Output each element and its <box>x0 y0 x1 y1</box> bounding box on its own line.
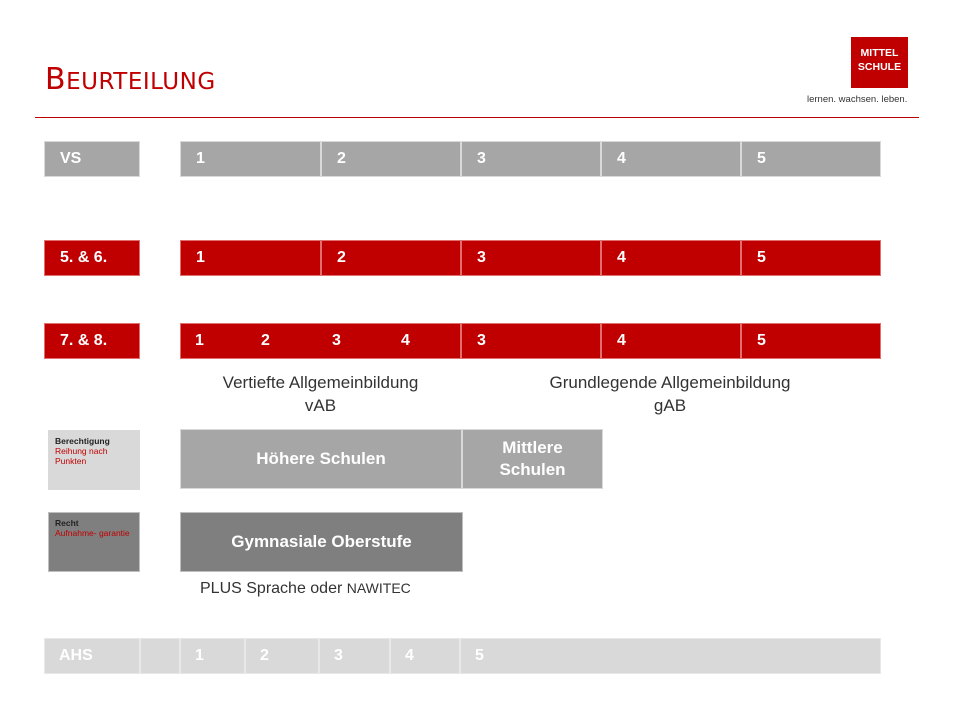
grade56-label: 5. & 6. <box>44 240 140 276</box>
header-divider <box>35 117 919 118</box>
vs-grade-cell: 3 <box>461 141 601 177</box>
vs-grade-cell: 5 <box>741 141 881 177</box>
berechtigung-sub: Reihung nach Punkten <box>55 446 108 466</box>
vab-subgrade: 2 <box>261 332 270 349</box>
vab-subgrade: 4 <box>401 332 410 349</box>
gymnasiale-oberstufe-box: Gymnasiale Oberstufe <box>180 512 463 572</box>
vs-label: VS <box>44 141 140 177</box>
grade78-vab-cell <box>180 323 461 359</box>
grade56-cell: 3 <box>461 240 601 276</box>
recht-heading: Recht <box>55 518 79 528</box>
berechtigung-heading: Berechtigung <box>55 436 110 446</box>
logo-slogan: lernen. wachsen. leben. <box>807 94 908 105</box>
recht-sub: Aufnahme- garantie <box>55 528 130 538</box>
ahs-grade-cell: 2 <box>245 638 319 674</box>
ahs-grade-cell: 1 <box>180 638 245 674</box>
ahs-label: AHS <box>44 638 140 674</box>
hoehere-schulen-box: Höhere Schulen <box>180 429 462 489</box>
vab-subgrade: 3 <box>332 332 341 349</box>
mittlere-schulen-box: Mittlere Schulen <box>462 429 603 489</box>
grade78-cell: 4 <box>601 323 741 359</box>
vs-grade-cell: 4 <box>601 141 741 177</box>
ahs-grade-cell: 5 <box>460 638 881 674</box>
vab-subgrade: 1 <box>195 332 204 349</box>
ahs-grade-cell: 4 <box>390 638 460 674</box>
plus-note: PLUS Sprache oder NAWITEC <box>200 580 411 597</box>
ahs-grade-cell: 3 <box>319 638 390 674</box>
grade78-cell: 5 <box>741 323 881 359</box>
grade56-cell: 4 <box>601 240 741 276</box>
grade56-cell: 1 <box>180 240 321 276</box>
vs-grade-cell: 2 <box>321 141 461 177</box>
vab-track-label: Vertiefte Allgemeinbildung vAB <box>222 373 419 415</box>
berechtigung-box <box>48 430 140 490</box>
mittelschule-logo: MITTEL SCHULE <box>851 37 908 88</box>
recht-box <box>48 512 140 572</box>
grade78-label: 7. & 8. <box>44 323 140 359</box>
vs-grade-cell: 1 <box>180 141 321 177</box>
page-title: BEURTEILUNG <box>45 62 216 97</box>
grade56-cell: 5 <box>741 240 881 276</box>
grade56-cell: 2 <box>321 240 461 276</box>
gab-track-label: Grundlegende Allgemeinbildung gAB <box>549 373 791 415</box>
ahs-empty-cell <box>140 638 180 674</box>
grade78-cell: 3 <box>461 323 601 359</box>
